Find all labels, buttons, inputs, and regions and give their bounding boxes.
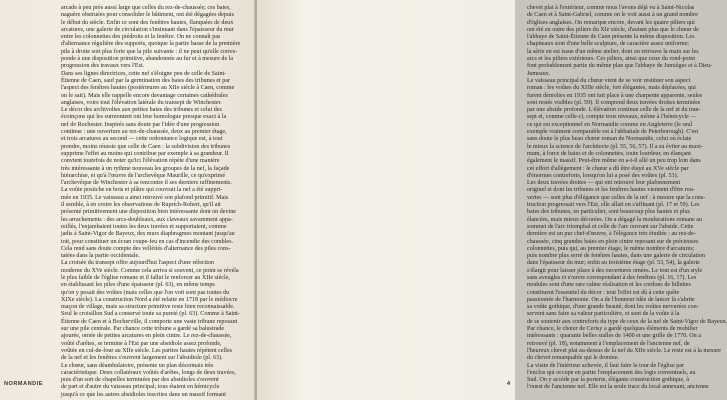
text-line: anglaises, voire tout l'élévation latérale du transept de Winchester. xyxy=(61,99,222,106)
page-edge-mark: 4 xyxy=(507,381,511,387)
text-line: La croisée du transept offre aujourd'hui l'aspect d'une réfection xyxy=(61,260,215,267)
text-line: sommet de l'arc triomphal et celle de l'arc ouvrant sur l'abside. Cette xyxy=(527,223,694,230)
text-line: vertes — sont plus d'élégance que celles de la nef : à mesure que la cons- xyxy=(527,194,706,201)
text-line: truction progressait vers l'Est, elle allait en s'affinant (pl. 17 et 59). Les xyxy=(527,202,700,209)
text-line: il semble, à en croire les observations de Ruprich-Robert, qu'il ait xyxy=(61,202,221,209)
text-line: qu'on y posait des voûtes (mais celles que l'on voit sont pas toutes du xyxy=(61,289,230,296)
text-line: chevet plat à l'extérieur, comme nous l'avons déjà vu à Saint-Nicolas xyxy=(527,5,695,11)
text-line: très intéressante à un rythme nouveau les groupes de la nef, la façade xyxy=(61,165,230,172)
text-line: les arrachements : des arcs-doubleaux, aux claveaux savamment appa- xyxy=(61,216,233,223)
text-line: la série en est issue d'un même atelier, dont on retrouve la main sur les xyxy=(527,48,699,55)
text-line: hiérarchise, et qu'à l'œuvre de l'archevêque Maurille, ce qu'exprimé xyxy=(61,172,226,179)
right-page xyxy=(257,0,727,400)
text-line: également le massif. Peut-être même en a-t-il allé un peu trop loin dans xyxy=(527,158,701,165)
text-line: intéressants : quarante belles stalles de 1400 et une grille de 1770. On a xyxy=(527,333,701,340)
text-line: en établissant les piles d'une épaisseur (pl. 63), en même temps xyxy=(61,282,215,289)
text-line: supprime l'effet au moins qui contribue par exemple à sa grandeur. Il xyxy=(61,150,229,157)
left-page-text xyxy=(61,5,247,399)
text-line: font probablement partie du même plan que l'abbaye de Jumièges et à Dieu- xyxy=(527,63,713,70)
text-line: arcatures, une galerie de circulation s'insinuant dans l'épaisseur du mur xyxy=(61,26,234,33)
text-line: voûtée en cul-de-four au XIIe siècle. Les parties hautes répètent celles xyxy=(61,347,233,354)
text-line: l'archevêque de Winchester à sa rencontre il ses derniers raffinements. xyxy=(61,180,232,187)
text-line: sont restés visibles (pl. 59). Il comprend deux travées droites terminées xyxy=(527,99,701,106)
text-line: Le chœur, sans déambulatoire, présente un plan désormais très xyxy=(61,362,214,369)
text-line: Seul le croisillon Sud a conservé toute sa pureté (pl. 63). Comme à Saint- xyxy=(61,311,240,318)
text-line: d'églises anglaises. On remarque encore, devant les quatre piliers qui xyxy=(527,19,695,26)
text-line: l'enclos qui occupe en partie l'emplacement des logis conventuels, au xyxy=(527,369,696,376)
text-line: de Caen et à Saint-Gabriel, comme on le voit aussi à un grand nombre xyxy=(527,12,698,19)
text-line: toit, pour constituer un écran coupe-feu en cas d'incendie des combles. xyxy=(61,238,233,245)
text-line: d'alternance régulière des supports, quoique la partie basse de la première xyxy=(61,41,241,48)
text-line: continue : une ouverture au rez-de-chaussée, deux au premier étage, xyxy=(61,129,227,136)
text-line: convient toutefois de noter qu'ici l'élévation répète d'une manière xyxy=(61,158,220,165)
text-line: dernière est un pur chef-d'œuvre, à l'élégance très étudiée : au rez-de- xyxy=(527,231,697,238)
text-line: La visite de l'intérieur achevée, il faut faire le tour de l'église par xyxy=(527,362,685,369)
text-line: tatées dans la partie occidentale. xyxy=(61,253,140,260)
text-line: le début du siècle. Enfin ce sont des fenêtres hautes, flanquées de deux xyxy=(61,19,234,26)
text-line: passionnée de l'harmonie. On a de l'honneur idée de lancer là s'abrite xyxy=(527,296,695,303)
text-line: roman : les voûtes du XIIIe siècle, fort élégantes, mais déplacées, qui xyxy=(527,85,696,92)
text-line: ajourée, ornée de petites arcatures en plein cintre. Le rez-de-chaussée, xyxy=(61,333,232,340)
text-line: prendre, moins réussie que celle de Caen : la subdivision des tribunes xyxy=(61,143,231,150)
text-line: Les deux travées droites — qui ont retrouvé leur plafonnement xyxy=(527,180,681,187)
text-line: XIXe siècle). La construction Nord a été refaite en 1718 par le médiocre xyxy=(61,296,238,303)
text-line: jadis à Saint-Vigor de Bayeux, des murs diaphragmes montant jusqu'au xyxy=(61,231,235,238)
text-line: l'heureux chevet plat au-dessus de la nef du XIIe siècle. Le reste est à la mesure xyxy=(527,347,721,354)
text-line: ce qui est exceptionnel en Normandie comme en Angleterre (le seul xyxy=(527,121,693,128)
text-line: caractéristique. Deux collatéraux voûtés d'arêtes, longs de deux travées, xyxy=(61,369,236,376)
text-line: de la nef et les fenêtres s'ouvrent largement sur l'absidiole (pl. 63). xyxy=(61,355,223,362)
text-line: Par chance, le chœur de Cerisy a gardé quelques éléments de mobilier xyxy=(527,326,698,333)
text-line: sur une pile centrale. Par chance cette tribune a gardé sa balustrade xyxy=(61,326,225,333)
text-line: arcade à peu près aussi large que celles du rez-de-chaussée; ces baies, xyxy=(61,5,231,11)
text-line: sans aveugles et s'ouvre correspondant à des fenêtres (pl. 16, 17). Les xyxy=(527,274,697,281)
text-line: entre les colonnettes des piédroits et la fenêtre. On ne connaît pas xyxy=(61,34,221,41)
text-line: retrouvé (pl. 18), notamment à l'emplacement de l'ancienne nef, de xyxy=(527,340,690,347)
text-line: l'abbaye de Saint-Étienne de Caen présente la même disposition. Les xyxy=(527,34,695,41)
text-line: puis nombre plus serré de fenêtres hautes, dans une galerie de circulation xyxy=(527,253,706,260)
text-line: élancées, mais mieux décorées. On a dégagé la moulurations romane au xyxy=(527,216,702,223)
right-page-text xyxy=(527,5,727,392)
text-line: nef de Rochester. Inspirés sans doute par l'idée d'une progression xyxy=(61,121,220,128)
text-line: originel et dont les tribunes et les fenêtres hautes viennent d'être rou- xyxy=(527,187,695,194)
text-line: colonnettes, puis qui, au premier étage, le même nombre d'arcatures; xyxy=(527,245,695,252)
text-line: arcs et les piliers extérieurs. Ces piliers, ainsi que ceux du rond-point xyxy=(527,56,696,63)
text-line: le mieux la science de l'architecte (pl. 55, 56, 57). Il a su éviter au maxi- xyxy=(527,143,703,150)
left-page xyxy=(0,0,255,400)
text-line: sans doute le plus beau chœur roman de Normandie, celui où éclate xyxy=(527,136,692,143)
text-line: Étienne de Caen et à Bocherville, il comporte une vaste tribune reposant xyxy=(61,318,238,325)
text-line: chaussée, cinq grandes baies en plein cintre reposant sur de précieuses xyxy=(527,238,699,245)
text-line: baies des tribunes, en particulier, sont beaucoup plus hautes et plus xyxy=(527,209,690,216)
text-line: de part et d'autre du vaisseau principal; tous étaient en hémicycle xyxy=(61,384,220,391)
text-line: Le décor des archivoltes aux petites baies des tribunes et celui des xyxy=(61,107,222,114)
text-line: Cela rend sans doute compte des vellèités d'alternance des piles cons- xyxy=(61,245,231,252)
text-line: ponde à une disposition primitive, abandonnée au fur et à mesure de la xyxy=(61,56,234,63)
text-line: le plus faible de l'église romane et il fallut le renforcer au XIIe siècle, xyxy=(61,274,230,281)
running-head: NORMANDIE xyxy=(4,381,43,387)
text-line: Dans ses lignes directrices, cette nef s'éloigne peu de celle de Saint- xyxy=(61,70,227,77)
text-line: furent démolies en 1935 ont fait place à une charpente apparente, seules xyxy=(527,92,703,99)
text-line: sept et, comme celle-ci, compte trois niveaux, même à l'hémicycle — xyxy=(527,114,697,121)
text-line: Le vaisseau principal du chœur vient de se voir restituer son aspect xyxy=(527,77,691,84)
text-line: écoinçons qui les surmontent ont leur homologue presque exact à la xyxy=(61,114,227,121)
text-line: modules sont d'une rare calme réalisation et les cordons de billettes xyxy=(527,282,691,289)
text-line: de se soutenir aux contreforts du type de ceux de la nef de Saint-Vigor de Bayeux. xyxy=(527,318,727,325)
text-line: mée en 1935. Le vaisseau a ainsi retrouvé son plafond primitif. Mais xyxy=(61,194,229,201)
text-line: progression des travaux vers l'Est. xyxy=(61,63,145,70)
text-line: l'ouest de l'ancienne nef. Elle est la seule trace du local annexant, ancienne xyxy=(527,384,709,391)
text-line: maçon de village, mais sa structure primitive reste bien reconnaissable. xyxy=(61,304,235,311)
text-line: servent sans faire sa valeur particulière, et sont de la voûte à la xyxy=(527,311,680,318)
text-line: jusqu'à ce que les autres absidioles inscrites dans un massif formant xyxy=(61,391,226,398)
text-line: cet effort d'allégement : le chœur a dû être étayé au XVe siècle par xyxy=(527,165,689,172)
text-line: chapiteaux sont d'une belle sculpture, de caractère assez uniforme; xyxy=(527,41,690,48)
text-line: mum, à force de baies et de colonnettes, toute lourdeur, en élançant xyxy=(527,150,691,157)
text-line: Jumeaux. xyxy=(527,70,551,77)
text-line: exemple vraiment comparable est à l'abbatiale de Peterborough). C'est xyxy=(527,129,699,136)
text-line: l'aspect des fenêtres hautes (postérieures au XIIe siècle à Caen, comme xyxy=(61,85,235,92)
text-line: La voûte postiche en bois et plâtre qui couvrait la nef a été suppri- xyxy=(61,187,223,194)
text-line: par une abside profonde. L'élévation continue celle de la nef et du tran- xyxy=(527,107,701,114)
text-line: ont été en outre des piliers du XIe siècle, d'autant plus que le chœur de xyxy=(527,26,699,33)
text-line: naguère obstruées pour consolider le bâtiment, ont été dégagées depuis xyxy=(61,12,234,19)
text-line: Sud. On y accède par la porterie, élégante construction gothique, à xyxy=(527,377,689,384)
text-line: voûté d'arêtes, se termine à l'Est par une absidiole assez profonde, xyxy=(61,340,222,347)
text-line: sa voûte gothique, d'une grande beauté, dont les voûtes nervurées con- xyxy=(527,304,699,311)
text-line: moderne du XVe siècle. Comme cela arriva si souvent, ce point se révéla xyxy=(61,267,239,274)
text-line: reillés, l'enjambaient toutes les deux travées et supportaient, comme xyxy=(61,223,227,230)
text-line: puis d'un sort de chapelles terminées par des absidioles s'ouvrent xyxy=(61,377,219,384)
text-line: d'énormes contreforts, lorsqu'on lui a posé des voûtes (pl. 53). xyxy=(527,172,679,179)
text-line: et trois arcatures au second — cette ordonnance logique est, à tout xyxy=(61,136,223,143)
text-line: Étienne de Caen, sauf par la germination des baies des tribunes et par xyxy=(61,77,231,84)
text-line: présenté primitivement une disposition bien intéressante dont on devine xyxy=(61,209,236,216)
text-line: dans l'épaisseur du mur; enfin au troisième étage (pl. 53, 54), la galerie xyxy=(527,260,700,267)
text-line: s'élargit pour laisser place à des ouvertures ornées. Le tout est d'un style xyxy=(527,267,703,274)
text-line: pile à droite soit plus forte que la pile suivante : il ne peut qu'elle corres- xyxy=(61,48,238,55)
text-line: du chevet remarquable qui le domine. xyxy=(527,355,620,362)
text-line: on le sait). Mais elle rappelle encore davantage certaines cathédrales xyxy=(61,92,228,99)
text-line: constituent l'essentiel du décor : tout l'effet est dû à cette quête xyxy=(527,289,680,296)
